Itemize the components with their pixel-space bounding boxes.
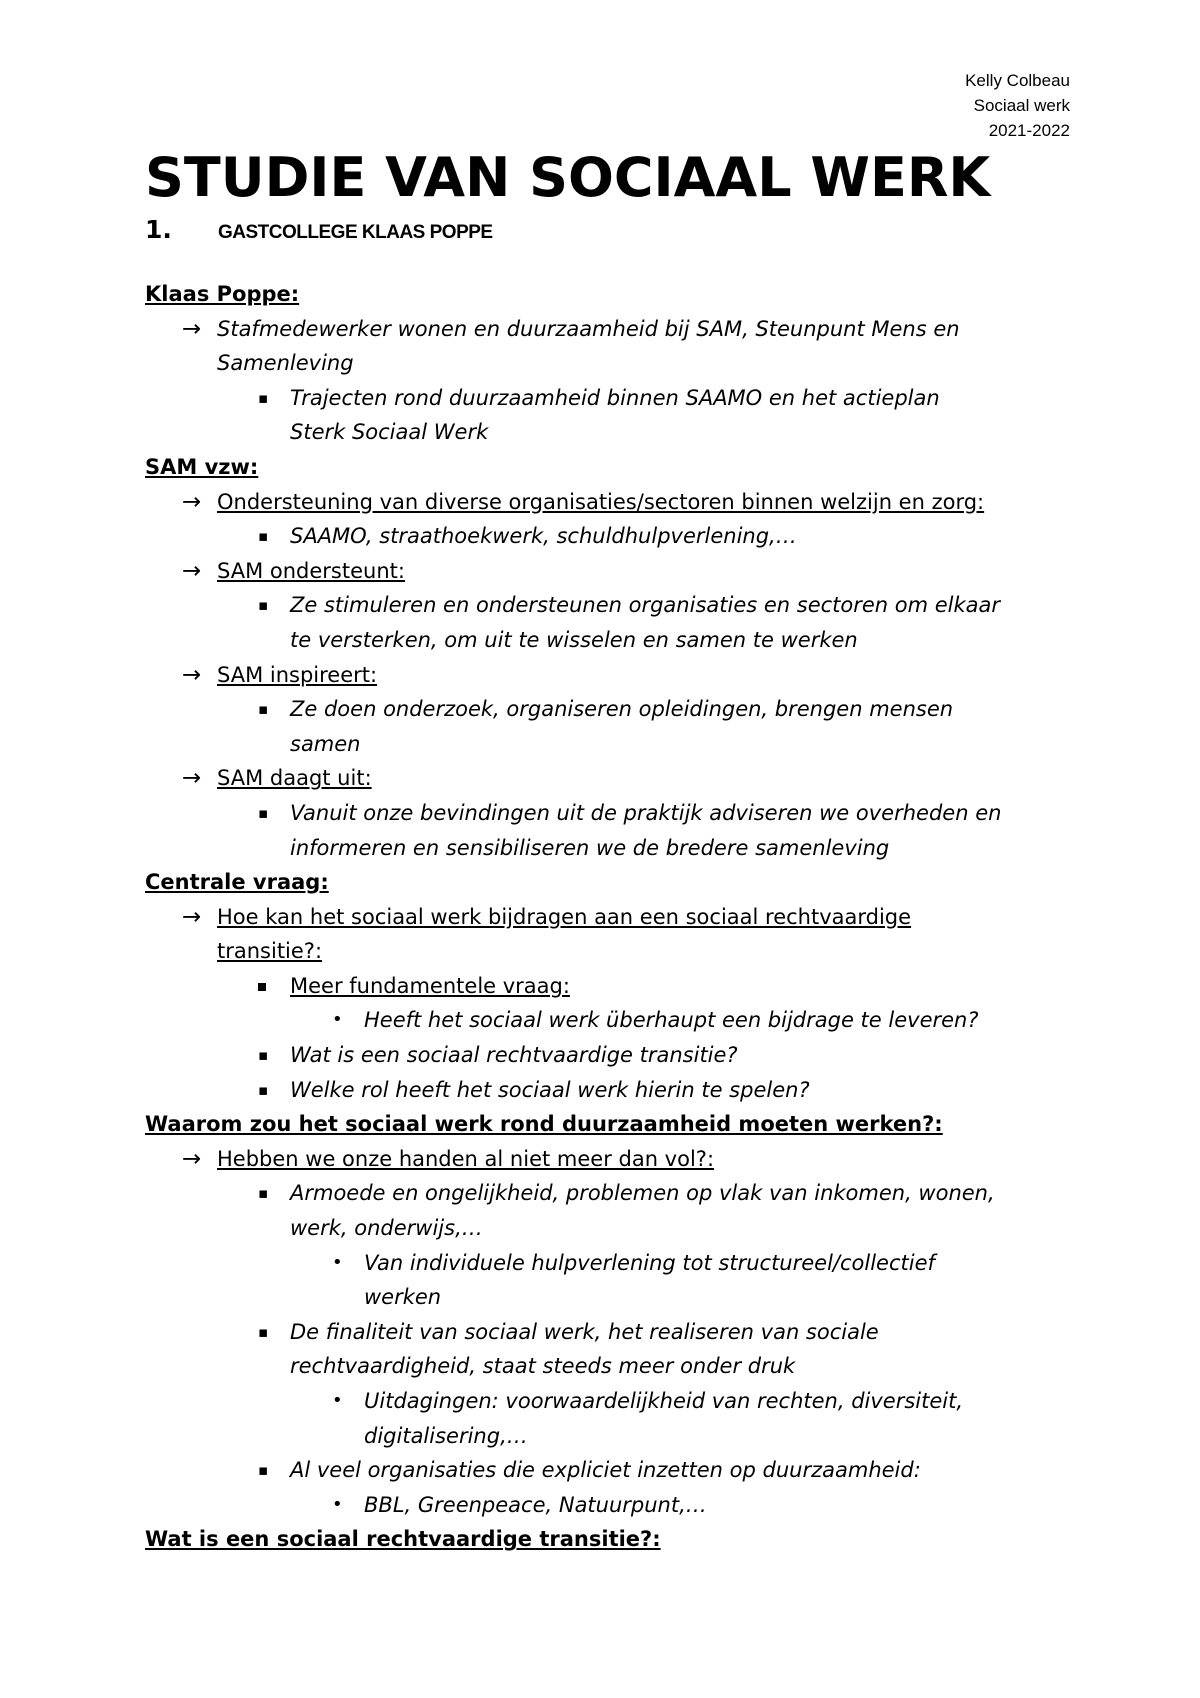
list-item: ▪ Vanuit onze bevindingen uit de praktijk adviseren we overheden en [0, 796, 1200, 831]
dot-bullet-icon: • [332, 1493, 343, 1515]
arrow-icon: → [182, 315, 202, 342]
bullet-icon: ▪ [258, 803, 269, 822]
list-item: → SAM ondersteunt: [0, 554, 1200, 589]
section-heading-transitie: Wat is een sociaal rechtvaardige transitie?: [145, 1527, 661, 1552]
bullet-icon: ▪ [258, 1080, 269, 1099]
list-item: ▪ SAAMO, straathoekwerk, schuldhulpverlening,… [0, 519, 1200, 554]
list-item: ▪ Welke rol heeft het sociaal werk hierin te spelen? [0, 1073, 1200, 1108]
list-item: ▪ Ze stimuleren en ondersteunen organisaties en sectoren om elkaar [0, 588, 1200, 623]
list-item: ▪ Al veel organisaties die expliciet inzetten op duurzaamheid: [0, 1453, 1200, 1488]
list-item-continuation: te versterken, om uit te wisselen en samen te werken [290, 627, 858, 652]
list-item: • Van individuele hulpverlening tot structureel/collectief [0, 1246, 1200, 1281]
dot-bullet-icon: • [332, 1009, 343, 1031]
academic-year: 2021-2022 [988, 121, 1070, 140]
bullet-icon: ▪ [258, 700, 269, 719]
square-bullet-icon [258, 969, 266, 1004]
arrow-icon: → [182, 488, 202, 515]
chapter-heading [145, 215, 493, 255]
list-item-continuation: werken [364, 1285, 442, 1310]
list-item: → Stafmedewerker wonen en duurzaamheid bij SAM, Steunpunt Mens en [0, 312, 1200, 347]
arrow-icon: → [182, 661, 202, 688]
list-item: → Hoe kan het sociaal werk bijdragen aan een sociaal rechtvaardige [0, 900, 1200, 935]
list-item: ▪ Armoede en ongelijkheid, problemen op vlak van inkomen, wonen, [0, 1176, 1200, 1211]
list-item: ▪ De finaliteit van sociaal werk, het realiseren van sociale [0, 1315, 1200, 1350]
list-item-continuation: Samenleving [217, 351, 354, 376]
bullet-icon: ▪ [258, 596, 269, 615]
list-item-continuation: samen [290, 731, 361, 756]
bullet-icon: ▪ [258, 1046, 269, 1065]
list-item: → SAM inspireert: [0, 658, 1200, 693]
arrow-icon: → [182, 1145, 202, 1172]
bullet-icon: ▪ [258, 527, 269, 546]
course-name: Sociaal werk [973, 96, 1070, 115]
bullet-icon: ▪ [258, 388, 269, 407]
list-item-continuation: informeren en sensibiliseren we de bredere samenleving [290, 835, 890, 860]
author-name: Kelly Colbeau [965, 71, 1070, 90]
list-item: → Hebben we onze handen al niet meer dan vol?: [0, 1142, 1200, 1177]
document-body [0, 277, 1200, 1557]
dot-bullet-icon: • [332, 1390, 343, 1411]
list-item: • Heeft het sociaal werk überhaupt een bijdrage te leveren? [0, 1003, 1200, 1038]
document-title: STUDIE VAN SOCIAAL WERK [145, 146, 991, 209]
section-heading-waarom: Waarom zou het sociaal werk rond duurzaamheid moeten werken?: [145, 1112, 943, 1137]
list-item: • BBL, Greenpeace, Natuurpunt,… [0, 1488, 1200, 1523]
document-header [965, 68, 1070, 143]
list-item-continuation: digitalisering,… [364, 1423, 528, 1448]
dot-bullet-icon: • [332, 1251, 343, 1273]
list-item: ▪ Ze doen onderzoek, organiseren opleidingen, brengen mensen [0, 692, 1200, 727]
list-item-continuation: werk, onderwijs,… [290, 1216, 483, 1241]
list-item: → SAM daagt uit: [0, 761, 1200, 796]
list-item-continuation: transitie?: [217, 939, 323, 964]
list-item: → Ondersteuning van diverse organisaties/sectoren binnen welzijn en zorg: [0, 485, 1200, 520]
list-item: • Uitdagingen: voorwaardelijkheid van rechten, diversiteit, [0, 1384, 1200, 1419]
list-item-continuation: rechtvaardigheid, staat steeds meer onder druk [290, 1354, 796, 1379]
list-item: Meer fundamentele vraag: [0, 969, 1200, 1004]
bullet-icon: ▪ [258, 1184, 269, 1203]
list-item: ▪ Trajecten rond duurzaamheid binnen SAAMO en het actieplan [0, 381, 1200, 416]
arrow-icon: → [182, 903, 202, 930]
section-heading-klaas-poppe: Klaas Poppe: [145, 282, 300, 306]
list-item-continuation: Sterk Sociaal Werk [290, 420, 489, 445]
bullet-icon: ▪ [258, 1461, 269, 1480]
section-heading-centrale-vraag: Centrale vraag: [145, 870, 329, 895]
bullet-icon: ▪ [258, 1322, 269, 1341]
list-item: ▪ Wat is een sociaal rechtvaardige transitie? [0, 1038, 1200, 1073]
section-heading-sam-vzw: SAM vzw: [145, 454, 259, 479]
chapter-number: 1. [145, 215, 172, 244]
arrow-icon: → [182, 557, 202, 584]
arrow-icon: → [182, 765, 202, 792]
chapter-title: GASTCOLLEGE KLAAS POPPE [218, 222, 493, 243]
